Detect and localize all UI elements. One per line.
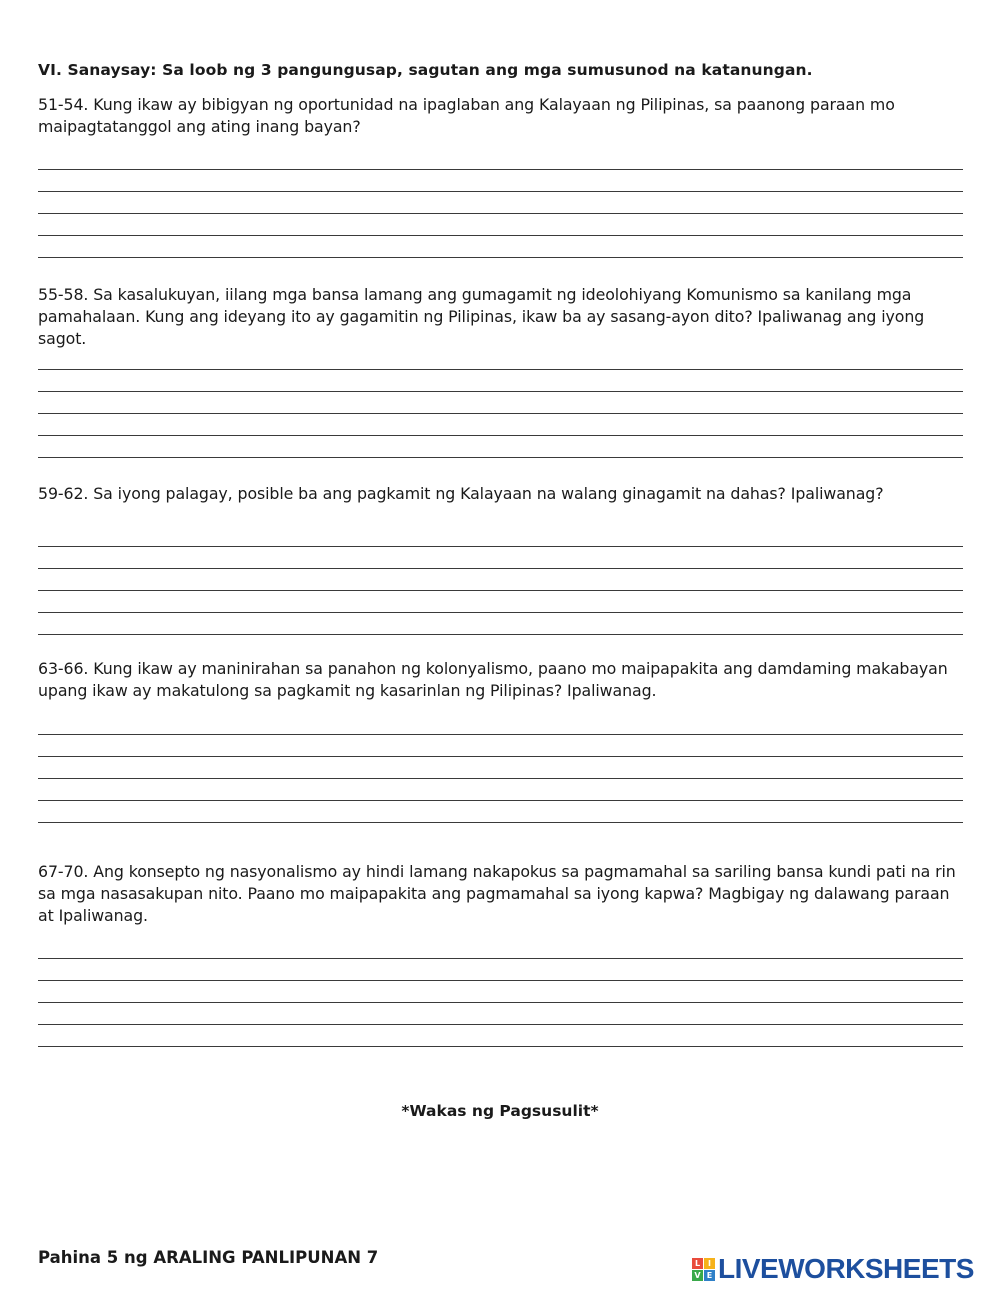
- logo-letter-l: L: [692, 1258, 703, 1269]
- answer-line[interactable]: [38, 801, 963, 823]
- answer-lines-55-58: [38, 348, 963, 458]
- answer-line[interactable]: [38, 569, 963, 591]
- logo-letter-v: V: [692, 1270, 703, 1281]
- answer-lines-67-70: [38, 937, 963, 1047]
- answer-line[interactable]: [38, 779, 963, 801]
- answer-line[interactable]: [38, 436, 963, 458]
- answer-line[interactable]: [38, 547, 963, 569]
- end-of-exam-text: *Wakas ng Pagsusulit*: [401, 1102, 599, 1120]
- answer-line[interactable]: [38, 613, 963, 635]
- liveworksheets-logo: [692, 1253, 974, 1285]
- answer-lines-63-66: [38, 713, 963, 823]
- answer-line[interactable]: [38, 348, 963, 370]
- answer-lines-51-54: [38, 148, 963, 258]
- logo-letter-i: I: [704, 1258, 715, 1269]
- answer-line[interactable]: [38, 757, 963, 779]
- answer-line[interactable]: [38, 959, 963, 981]
- answer-line[interactable]: [38, 735, 963, 757]
- question-51-54: 51-54. Kung ikaw ay bibigyan ng oportunidad na ipaglaban ang Kalayaan ng Pilipinas, sa paanong paraan mo maipagtatanggol ang ating inang bayan?: [38, 95, 895, 136]
- logo-icon: [692, 1258, 715, 1281]
- logo-wordmark: LIVEWORKSHEETS: [718, 1253, 974, 1284]
- answer-line[interactable]: [38, 170, 963, 192]
- question-67-70: 67-70. Ang konsepto ng nasyonalismo ay hindi lamang nakapokus sa pagmamahal sa sariling bansa kundi pati na rin sa mga nasasakupan nito. Paano mo maipapakita ang pagmamahal sa iyong kapwa? Magbigay ng dalawang paraan at Ipaliwanag.: [38, 862, 956, 925]
- answer-line[interactable]: [38, 414, 963, 436]
- answer-line[interactable]: [38, 236, 963, 258]
- answer-line[interactable]: [38, 1003, 963, 1025]
- answer-line[interactable]: [38, 192, 963, 214]
- answer-line[interactable]: [38, 713, 963, 735]
- answer-line[interactable]: [38, 370, 963, 392]
- question-63-66: 63-66. Kung ikaw ay maninirahan sa panahon ng kolonyalismo, paano mo maipapakita ang damdaming makabayan upang ikaw ay makatulong sa pagkamit ng kasarinlan ng Pilipinas? Ipaliwanag.: [38, 659, 948, 700]
- answer-line[interactable]: [38, 981, 963, 1003]
- logo-letter-e: E: [704, 1270, 715, 1281]
- section-title: VI. Sanaysay: Sa loob ng 3 pangungusap, sagutan ang mga sumusunod na katanungan.: [38, 61, 813, 79]
- answer-line[interactable]: [38, 525, 963, 547]
- question-59-62: 59-62. Sa iyong palagay, posible ba ang pagkamit ng Kalayaan na walang ginagamit na dahas? Ipaliwanag?: [38, 484, 884, 503]
- answer-line[interactable]: [38, 214, 963, 236]
- page-footer: Pahina 5 ng ARALING PANLIPUNAN 7: [38, 1248, 379, 1267]
- answer-line[interactable]: [38, 1025, 963, 1047]
- answer-lines-59-62: [38, 525, 963, 635]
- question-55-58: 55-58. Sa kasalukuyan, iilang mga bansa lamang ang gumagamit ng ideolohiyang Komunismo sa kanilang mga pamahalaan. Kung ang ideyang ito ay gagamitin ng Pilipinas, ikaw ba ay sasang-ayon dito? Ipaliwanag ang iyong sagot.: [38, 285, 925, 348]
- answer-line[interactable]: [38, 591, 963, 613]
- answer-line[interactable]: [38, 392, 963, 414]
- answer-line[interactable]: [38, 937, 963, 959]
- answer-line[interactable]: [38, 148, 963, 170]
